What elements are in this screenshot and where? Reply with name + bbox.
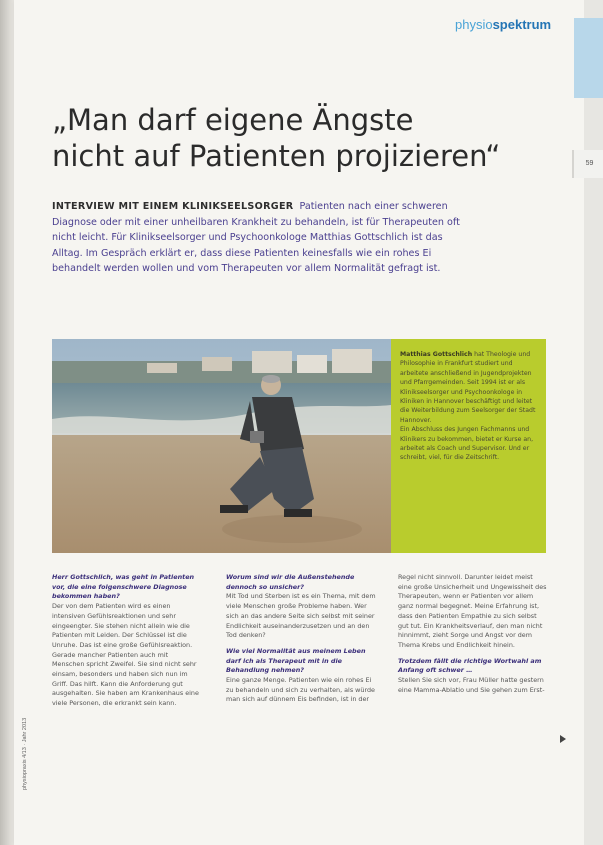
page-right-edge [584, 0, 603, 845]
continue-arrow-icon [560, 735, 566, 743]
column-2 [226, 573, 376, 711]
section-brand [455, 17, 551, 32]
answer-4: Regel nicht sinnvoll. Darunter leidet meist eine große Unsicherheit und Ungewissheit des Therapeuten, wenn er Patienten vor allem ganz normal begegnet. Meine Erfahrung ist, dass den Patienten Empathie zu sich selbst gut tut. Ein Krankheitsverlauf, den man nicht hinnimmt, zieht Sorge und Angst vor dem Thema Krebs und Endlichkeit hinein. [398, 573, 547, 649]
sidebar-name: Matthias Gottschlich [400, 351, 473, 358]
headline [52, 102, 552, 174]
sidebar-text1: hat Theologie und Philosophie in Frankfurt studiert und arbeitete anschließend in Jugendprojekten und Pfarrgemeinden. Seit 1994 ist er als Klinikseelsorger und Psychoonkologe in Kliniken in Hannover beschäftigt und leitet die Weiterbildung zum Seelsorger der Stadt Hannover. [400, 351, 536, 424]
answer-2: Mit Tod und Sterben ist es ein Thema, mit dem viele Menschen große Probleme haben. Wer sich an das andere Seite sich selbst mit seiner Endlichkeit auseinanderzusetzen und an den Tod denken? [226, 592, 376, 640]
page-number: 59 [572, 150, 603, 178]
article-body [52, 573, 546, 813]
brand-part1: physio [455, 17, 493, 32]
kicker: INTERVIEW MIT EINEM KLINIKSEELSORGER [52, 201, 294, 212]
question-1: Herr Gottschlich, was geht in Patienten vor, die eine folgenschwere Diagnose bekommen haben? [52, 573, 195, 601]
question-3: Wie viel Normalität aus meinem Leben darf ich als Therapeut mit in die Behandlung nehmen? [226, 646, 366, 675]
answer-5: Stellen Sie sich vor, Frau Müller hatte gestern eine Mamma-Ablatio und Sie gehen zum Erst- [398, 676, 545, 694]
column-1 [52, 573, 202, 715]
beach-photo-image [52, 339, 391, 553]
column-3 [398, 573, 548, 701]
footer-vertical-text: physiopraxis 4/13 · Jahr 2013 [22, 717, 28, 790]
lead-paragraph [52, 199, 472, 277]
question-2: Worum sind wir die Außenstehende dennoch so unsicher? [226, 573, 355, 591]
author-sidebar [391, 339, 546, 553]
question-4: Trotzdem fällt die richtige Wortwahl am Anfang oft schwer … [398, 656, 542, 675]
beach-photo [52, 339, 391, 553]
sidebar-text2: Ein Abschluss des Jungen Fachmanns und Klinikers zu bekommen, bietet er Kurse an, arbeitet als Coach und Supervisor. Und er schreibt, viel, für die Zeitschrift. [400, 426, 534, 462]
page-left-edge [0, 0, 14, 845]
brand-part2: spektrum [492, 17, 552, 32]
side-tab [574, 18, 603, 98]
headline-line1: „Man darf eigene Ängste [52, 103, 414, 137]
lead-text: Patienten nach einer schweren Diagnose oder mit einer unheilbaren Krankheit zu behandeln, ist für Therapeuten oft nicht leicht. Für Klinikseelsorger und Psychoonkologe Matthias Gottschlich ist das Alltag. Im Gespräch erklärt er, dass diese Patienten keinesfalls wie ein rohes Ei behandelt werden wollen und vom Therapeuten vor allem Normalität gefragt ist. [52, 201, 460, 275]
answer-3: Eine ganze Menge. Patienten wie ein rohes Ei zu behandeln und sich zu verhalten, als würde man sich auf dünnem Eis befinden, ist in der [226, 676, 375, 704]
answer-1: Der von dem Patienten wird es einen intensiven Gefühlsreaktionen und sehr eingeengter. Sie stehen nicht allein wie die Patienten mit Leiden. Der Schlüssel ist die Unruhe. Das ist eine große Gefühlsreaktion. Gerade mancher Patienten auch mit Menschen spricht Zweifel. Sie sind nicht sehr einsam, besonders und haben sich nun im Griff. Das hilft. Kann die Anforderung gut ausgehalten. Sie haben am Krankenhaus eine viele Personen, die erkrankt sein kann. [52, 602, 199, 708]
headline-line2: nicht auf Patienten projizieren“ [52, 139, 501, 173]
